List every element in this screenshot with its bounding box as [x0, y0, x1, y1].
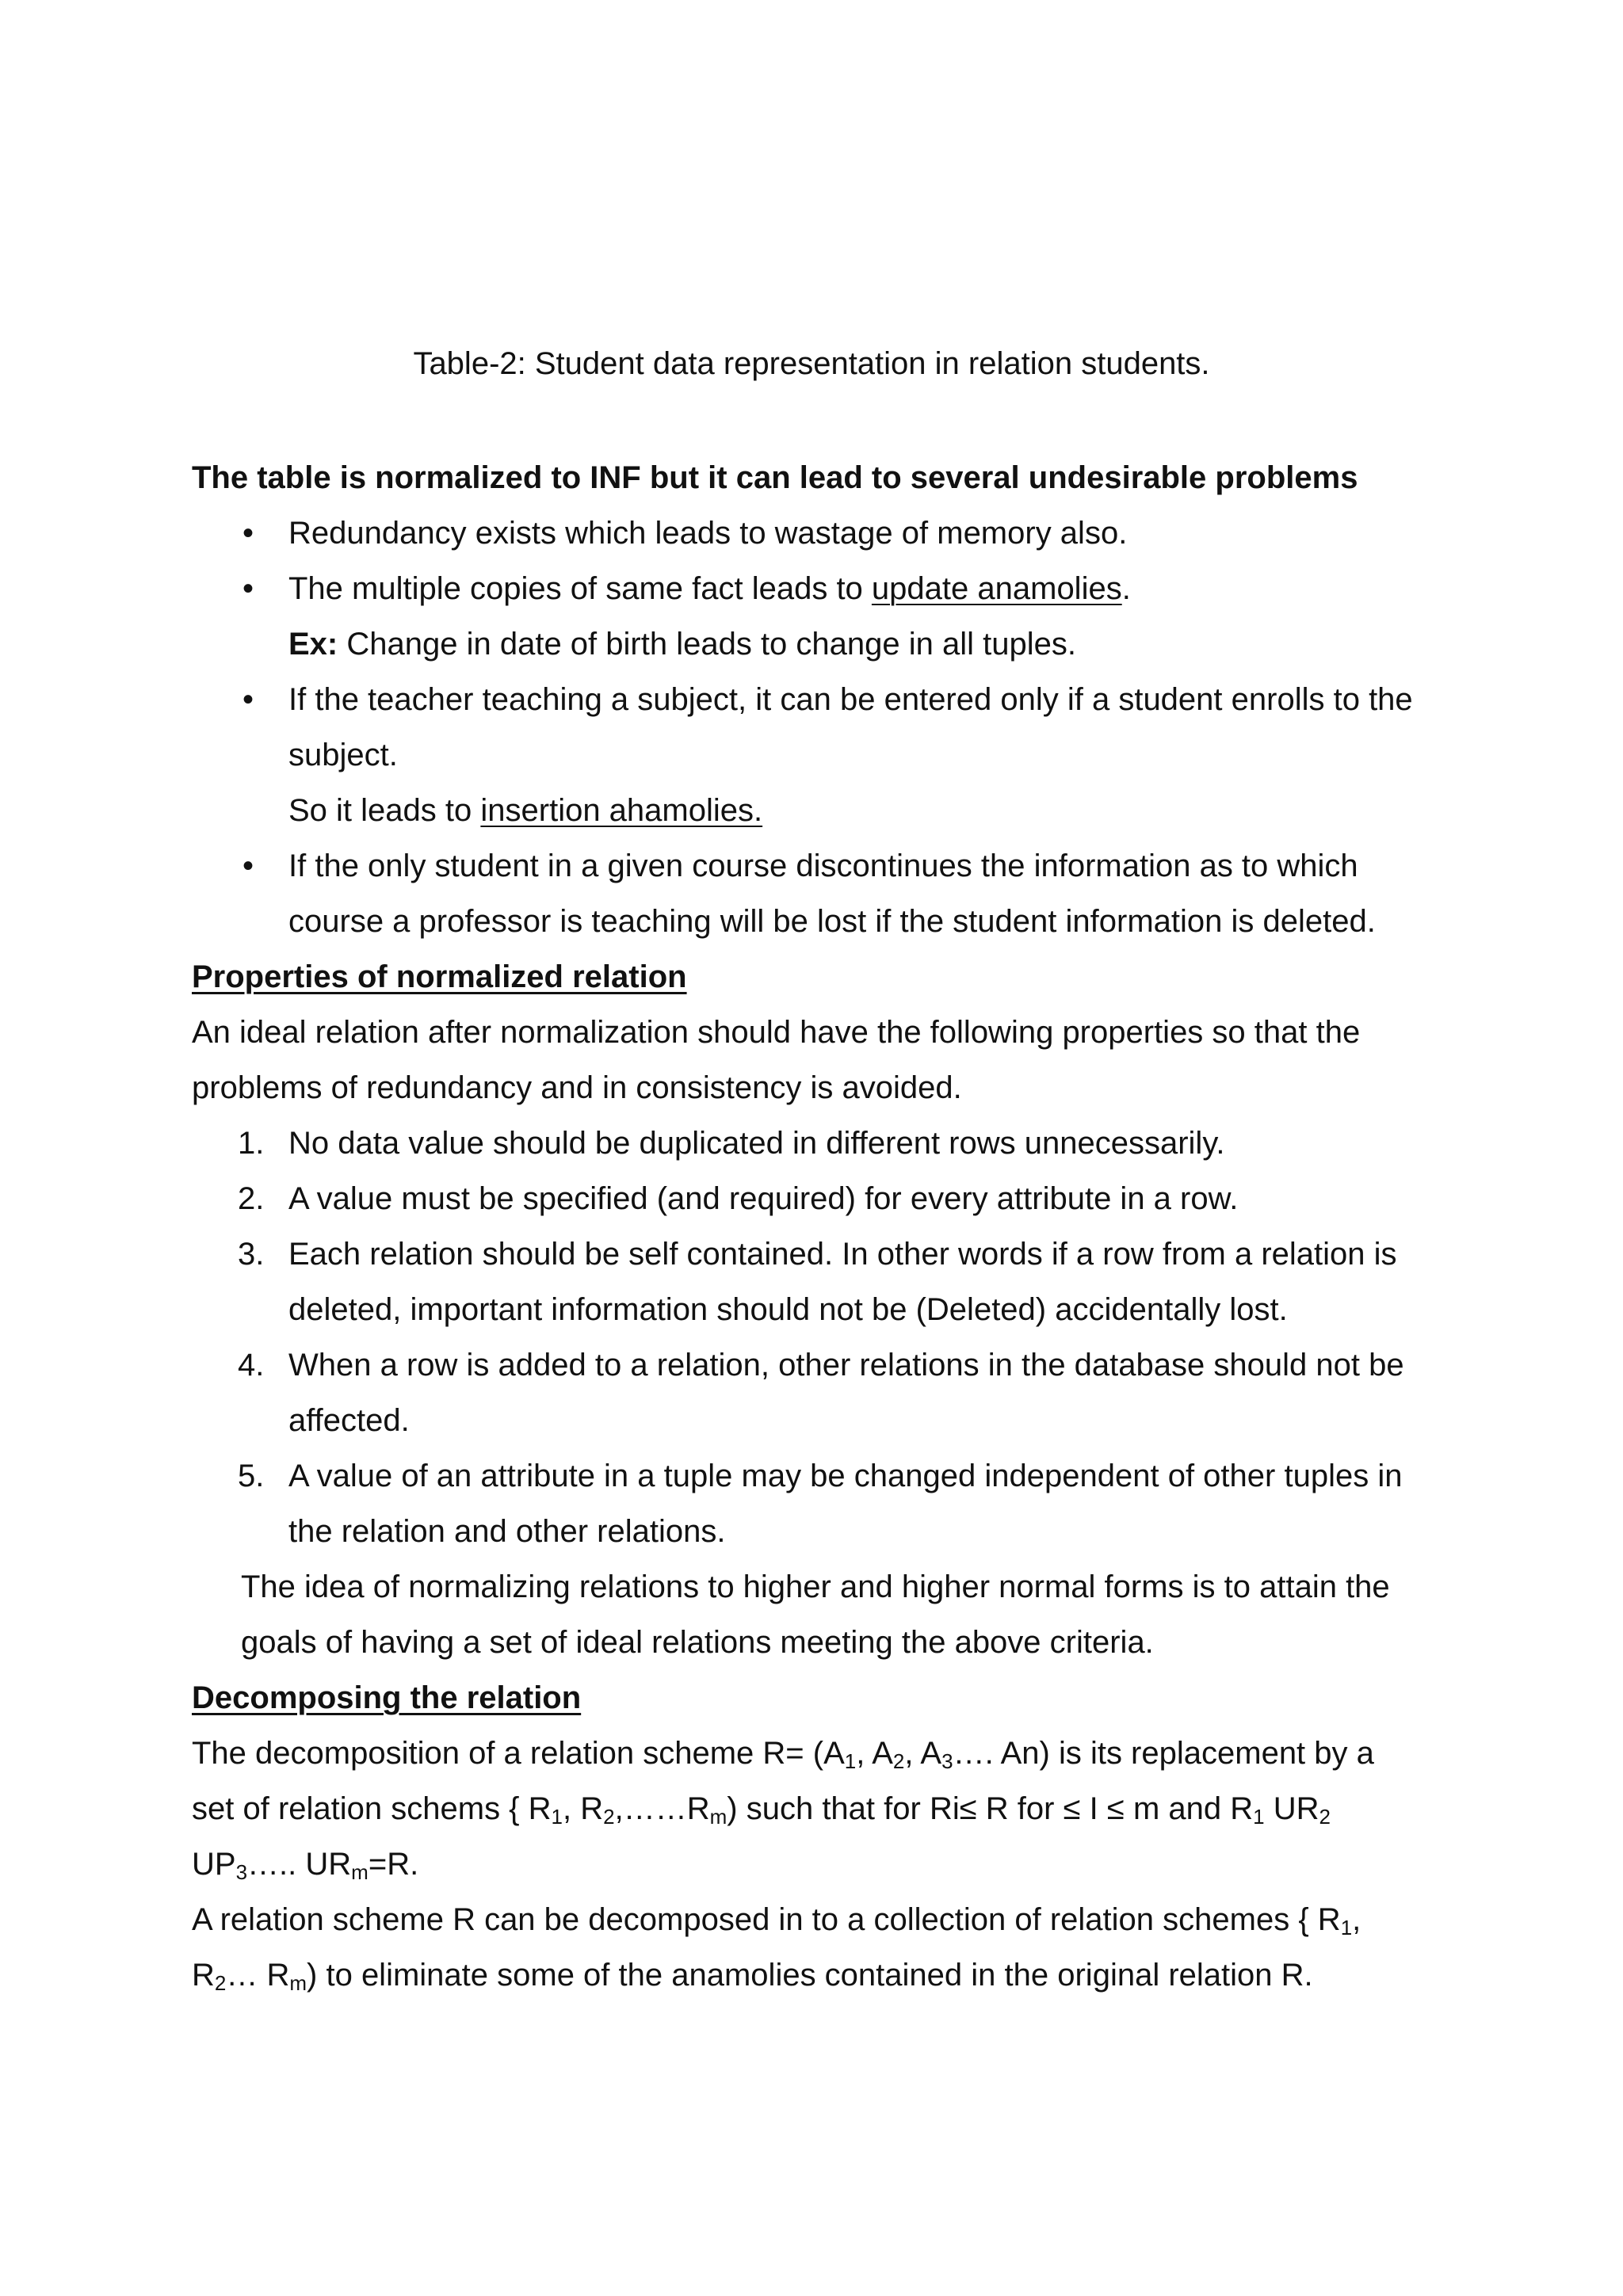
decomposition-definition-continued: [192, 1836, 1491, 1892]
decomposition-definition-continued: [192, 1781, 1491, 1836]
subscript: 1: [551, 1805, 563, 1829]
bullet-text: If the teacher teaching a subject, it can be entered only if a student enrolls to the: [288, 682, 1413, 717]
problems-heading: The table is normalized to INF but it can lead to several undesirable problems: [192, 460, 1358, 495]
properties-heading: Properties of normalized relation: [192, 959, 687, 994]
text-run: ) to eliminate some of the anamolies contained in the original relation R.: [307, 1958, 1313, 1993]
subscript: 2: [603, 1805, 615, 1829]
list-item: [192, 561, 1491, 616]
item-number: 2.: [238, 1181, 265, 1216]
subscript: 2: [892, 1749, 905, 1773]
subscript: 2: [214, 1971, 227, 1995]
text-run: The decomposition of a relation scheme R= (A: [192, 1736, 845, 1771]
decomposition-definition: [192, 1726, 1491, 1781]
item-text: A value must be specified (and required) for every attribute in a row.: [288, 1181, 1239, 1216]
text-run: R: [192, 1958, 215, 1993]
bullet-text-continued: subject.: [288, 738, 398, 772]
item-text-continued: affected.: [288, 1403, 410, 1438]
numbered-item: [192, 1226, 1491, 1282]
item-number: 1.: [238, 1126, 265, 1161]
decomposing-heading: Decomposing the relation: [192, 1680, 582, 1715]
example-line: [192, 616, 1491, 672]
properties-intro: An ideal relation after normalization should have the following properties so that the: [192, 1015, 1361, 1050]
table-caption: Table-2: Student data representation in relation students.: [413, 346, 1210, 381]
subscript: 1: [1253, 1805, 1265, 1829]
bullet-text: If the only student in a given course discontinues the information as to which: [288, 849, 1358, 883]
item-text: When a row is added to a relation, other relations in the database should not be: [288, 1348, 1404, 1383]
bullet-icon: •: [242, 849, 254, 883]
example-text: Change in date of birth leads to change in all tuples.: [338, 627, 1076, 662]
properties-outro: The idea of normalizing relations to higher and higher normal forms is to attain the: [241, 1569, 1390, 1604]
bullet-icon: •: [242, 516, 254, 551]
decomposition-purpose-continued: [192, 1947, 1491, 2003]
item-text: Each relation should be self contained. In other words if a row from a relation is: [288, 1237, 1397, 1272]
bullet-text: So it leads to: [288, 793, 481, 828]
subscript: 3: [235, 1860, 248, 1884]
item-text: No data value should be duplicated in different rows unnecessarily.: [288, 1126, 1225, 1161]
item-number: 5.: [238, 1459, 265, 1493]
numbered-item: [192, 1116, 1491, 1171]
bullet-text-continued: [192, 783, 1491, 838]
text-run: =R.: [368, 1847, 419, 1882]
text-run: set of relation schems { R: [192, 1791, 552, 1826]
bullet-text-end: .: [1121, 571, 1131, 606]
item-text-continued: deleted, important information should not be (Deleted) accidentally lost.: [288, 1292, 1288, 1327]
text-run: UR: [1264, 1791, 1319, 1826]
subscript: 2: [1319, 1805, 1331, 1829]
item-number: 3.: [238, 1237, 265, 1272]
text-run: …. An) is its replacement by a: [953, 1736, 1374, 1771]
text-run: , R: [563, 1791, 604, 1826]
text-run: … R: [226, 1958, 290, 1993]
text-run: ) such that for Ri≤ R for ≤ I ≤ m and R: [727, 1791, 1254, 1826]
subscript: 1: [844, 1749, 857, 1773]
bullet-text: The multiple copies of same fact leads to: [288, 571, 872, 606]
text-run: A relation scheme R can be decomposed in to a collection of relation schemes { R: [192, 1902, 1341, 1937]
subscript: m: [351, 1860, 369, 1884]
text-run: ,……R: [614, 1791, 710, 1826]
subscript: 3: [941, 1749, 953, 1773]
document-body: [192, 450, 1491, 2003]
text-run: ….. UR: [247, 1847, 352, 1882]
bullet-icon: •: [242, 571, 254, 606]
subscript: m: [709, 1805, 727, 1829]
numbered-item: [192, 1171, 1491, 1226]
example-label: Ex:: [288, 627, 338, 662]
item-number: 4.: [238, 1348, 265, 1383]
text-run: , A: [856, 1736, 893, 1771]
insertion-anomalies-term: insertion ahamolies.: [480, 793, 763, 828]
list-item: [192, 672, 1491, 727]
numbered-item: [192, 1337, 1491, 1393]
text-run: UP: [192, 1847, 236, 1882]
item-text: A value of an attribute in a tuple may be changed independent of other tuples in: [288, 1459, 1403, 1493]
properties-outro-continued: goals of having a set of ideal relations meeting the above criteria.: [241, 1625, 1154, 1660]
bullet-text: Redundancy exists which leads to wastage of memory also.: [288, 516, 1128, 551]
numbered-item: [192, 1448, 1491, 1504]
bullet-icon: •: [242, 682, 254, 717]
text-run: , A: [904, 1736, 942, 1771]
item-text-continued: the relation and other relations.: [288, 1514, 726, 1549]
bullet-text-continued: course a professor is teaching will be lost if the student information is deleted.: [288, 904, 1376, 939]
text-run: ,: [1352, 1902, 1361, 1937]
update-anomalies-term: update anamolies: [871, 571, 1122, 606]
list-item: [192, 505, 1491, 561]
subscript: m: [289, 1971, 307, 1995]
properties-intro-continued: problems of redundancy and in consistency is avoided.: [192, 1070, 962, 1105]
decomposition-purpose: [192, 1892, 1491, 1947]
list-item: [192, 838, 1491, 894]
subscript: 1: [1340, 1916, 1353, 1939]
